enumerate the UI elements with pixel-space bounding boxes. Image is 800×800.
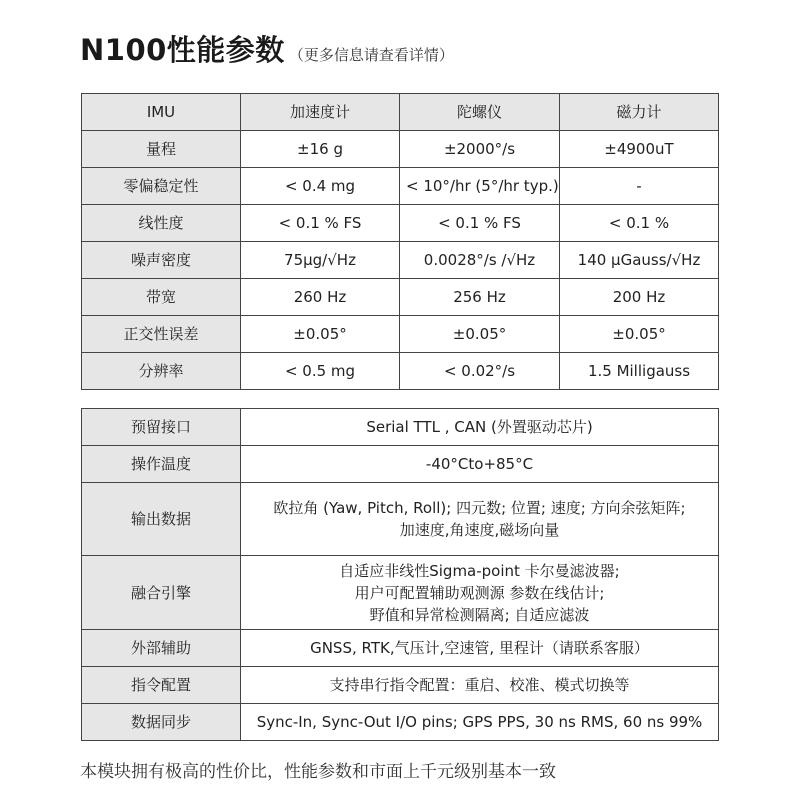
row-value	[241, 667, 719, 704]
row-label: 零偏稳定性	[82, 168, 241, 205]
table-row	[82, 131, 719, 168]
value-line: GNSS, RTK,气压计,空速管, 里程计（请联系客服）	[310, 639, 649, 657]
table-row	[82, 168, 719, 205]
row-label: 带宽	[82, 279, 241, 316]
table-row	[82, 205, 719, 242]
page-title-block	[80, 28, 454, 69]
mag-value: ±4900uT	[560, 131, 719, 168]
mag-value: 200 Hz	[560, 279, 719, 316]
row-label: 操作温度	[82, 446, 241, 483]
header-magnetometer: 磁力计	[560, 94, 719, 131]
table-row	[82, 630, 719, 667]
row-label: 数据同步	[82, 704, 241, 741]
mag-value: < 0.1 %	[560, 205, 719, 242]
table-row	[82, 556, 719, 630]
row-value	[241, 630, 719, 667]
mag-value: -	[560, 168, 719, 205]
footer-note: 本模块拥有极高的性价比，性能参数和市面上千元级别基本一致	[80, 762, 556, 782]
table-row	[82, 446, 719, 483]
row-label: 噪声密度	[82, 242, 241, 279]
value-line: 加速度,角速度,磁场向量	[399, 521, 560, 539]
table-row	[82, 353, 719, 390]
row-value	[241, 409, 719, 446]
accel-value: < 0.4 mg	[241, 168, 400, 205]
header-imu: IMU	[82, 94, 241, 131]
accel-value: < 0.1 % FS	[241, 205, 400, 242]
gyro-value: 256 Hz	[400, 279, 560, 316]
row-label: 预留接口	[82, 409, 241, 446]
page-subtitle: （更多信息请查看详情）	[288, 46, 454, 64]
accel-value: ±16 g	[241, 131, 400, 168]
table-row	[82, 242, 719, 279]
value-line: -40°Cto+85°C	[425, 455, 534, 473]
header-gyroscope: 陀螺仪	[400, 94, 560, 131]
row-label: 正交性误差	[82, 316, 241, 353]
accel-value: 260 Hz	[241, 279, 400, 316]
table-row	[82, 667, 719, 704]
row-value	[241, 446, 719, 483]
mag-value: ±0.05°	[560, 316, 719, 353]
row-label: 指令配置	[82, 667, 241, 704]
table-row	[82, 483, 719, 556]
mag-value: 140 µGauss/√Hz	[560, 242, 719, 279]
value-line: 支持串行指令配置：重启、校准、模式切换等	[329, 676, 630, 694]
accel-value: < 0.5 mg	[241, 353, 400, 390]
value-line: 野值和异常检测隔离; 自适应滤波	[369, 605, 590, 624]
value-line: Sync-In, Sync-Out I/O pins; GPS PPS, 30 ns RMS, 60 ns 99%	[256, 713, 703, 731]
table-row	[82, 279, 719, 316]
table-row	[82, 409, 719, 446]
row-label: 线性度	[82, 205, 241, 242]
gyro-value: 0.0028°/s /√Hz	[400, 242, 560, 279]
imu-spec-table	[81, 93, 719, 390]
gyro-value: ±2000°/s	[400, 131, 560, 168]
row-label: 融合引擎	[82, 556, 241, 630]
gyro-value: < 0.02°/s	[400, 353, 560, 390]
page-title: N100性能参数	[80, 33, 285, 67]
gyro-value: ±0.05°	[400, 316, 560, 353]
table-header-row	[82, 94, 719, 131]
row-label: 输出数据	[82, 483, 241, 556]
row-value	[241, 483, 719, 556]
row-label: 分辨率	[82, 353, 241, 390]
value-line: Serial TTL , CAN (外置驱动芯片)	[366, 418, 593, 436]
value-line: 欧拉角 (Yaw, Pitch, Roll); 四元数; 位置; 速度; 方向余弦矩阵;	[273, 499, 686, 517]
feature-table	[81, 408, 719, 741]
row-label: 量程	[82, 131, 241, 168]
gyro-value: < 0.1 % FS	[400, 205, 560, 242]
row-label: 外部辅助	[82, 630, 241, 667]
accel-value: ±0.05°	[241, 316, 400, 353]
value-line: 自适应非线性Sigma-point 卡尔曼滤波器;	[339, 561, 620, 580]
header-accelerometer: 加速度计	[241, 94, 400, 131]
accel-value: 75µg/√Hz	[241, 242, 400, 279]
mag-value: 1.5 Milligauss	[560, 353, 719, 390]
table-row	[82, 704, 719, 741]
gyro-value: < 10°/hr (5°/hr typ.)	[400, 168, 560, 205]
value-line: 用户可配置辅助观测源 参数在线估计;	[354, 583, 605, 602]
row-value	[241, 556, 719, 630]
row-value	[241, 704, 719, 741]
table-row	[82, 316, 719, 353]
